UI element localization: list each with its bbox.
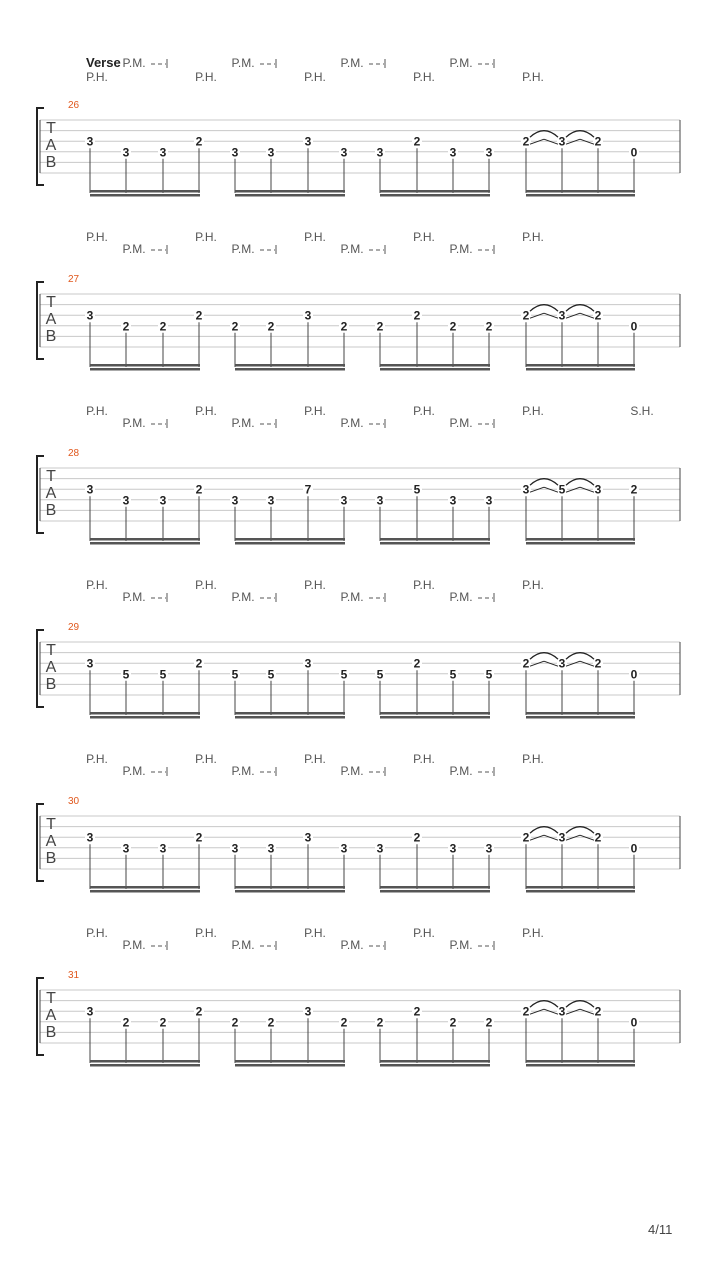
fret-number: 0 (630, 841, 638, 856)
fret-number: 3 (558, 308, 566, 323)
fret-number: 3 (522, 482, 530, 497)
technique-label: P.H. (86, 578, 108, 592)
slur-arc (530, 479, 558, 486)
technique-label: P.H. (522, 230, 544, 244)
fret-number: 3 (86, 482, 94, 497)
beam-primary (380, 364, 490, 367)
fret-number: 3 (159, 841, 167, 856)
tab-clef-letter: T (46, 642, 56, 659)
technique-label: P.H. (86, 70, 108, 84)
fret-number: 0 (630, 667, 638, 682)
beam-secondary (235, 194, 345, 197)
tab-clef-letter: T (46, 816, 56, 833)
tab-clef-letter: A (45, 137, 57, 154)
fret-number: 3 (304, 656, 312, 671)
fret-number: 2 (522, 830, 530, 845)
fret-number: 3 (485, 145, 493, 160)
beam-primary (235, 886, 345, 889)
technique-label: P.M. (449, 416, 473, 430)
measure-number: 29 (68, 622, 80, 633)
tab-clef-letter: A (45, 1007, 57, 1024)
fret-number: 5 (159, 667, 167, 682)
beam-secondary (526, 368, 635, 371)
technique-label: P.M. (340, 242, 364, 256)
tab-clef-letter: B (45, 502, 57, 519)
technique-label: P.M. (449, 56, 473, 70)
beam-primary (90, 538, 200, 541)
fret-number: 2 (340, 1015, 348, 1030)
beam-secondary (380, 716, 490, 719)
technique-label: P.H. (86, 230, 108, 244)
technique-label: P.M. (122, 242, 146, 256)
tab-clef-letter: A (45, 659, 57, 676)
fret-number: 3 (267, 493, 275, 508)
fret-number: 2 (340, 319, 348, 334)
beam-secondary (380, 1064, 490, 1067)
fret-number: 2 (485, 1015, 493, 1030)
technique-label: P.H. (522, 70, 544, 84)
fret-number: 3 (449, 841, 457, 856)
fret-number: 3 (159, 493, 167, 508)
technique-label: P.M. (122, 764, 146, 778)
technique-label: P.H. (413, 404, 435, 418)
beam-primary (90, 886, 200, 889)
fret-number: 2 (267, 1015, 275, 1030)
measure-number: 27 (68, 274, 80, 285)
fret-number: 3 (231, 841, 239, 856)
technique-label: P.H. (413, 926, 435, 940)
fret-number: 2 (594, 830, 602, 845)
technique-label: P.H. (195, 404, 217, 418)
fret-number: 2 (594, 656, 602, 671)
beam-primary (526, 364, 635, 367)
fret-number: 3 (122, 841, 130, 856)
fret-number: 3 (558, 830, 566, 845)
technique-label: P.M. (122, 56, 146, 70)
fret-number: 2 (195, 134, 203, 149)
fret-number: 2 (267, 319, 275, 334)
measure-number: 31 (68, 970, 80, 981)
technique-label: P.M. (122, 416, 146, 430)
technique-label: P.M. (340, 764, 364, 778)
fret-number: 2 (413, 1004, 421, 1019)
technique-label: P.H. (86, 404, 108, 418)
fret-number: 2 (195, 656, 203, 671)
beam-primary (526, 712, 635, 715)
tab-clef-letter: B (45, 328, 57, 345)
beam-secondary (90, 542, 200, 545)
technique-label: P.M. (122, 590, 146, 604)
fret-number: 3 (86, 134, 94, 149)
technique-label: P.H. (522, 404, 544, 418)
tab-clef-letter: T (46, 120, 56, 137)
technique-label: P.H. (304, 70, 326, 84)
fret-number: 3 (558, 1004, 566, 1019)
beam-secondary (526, 542, 635, 545)
fret-number: 2 (594, 308, 602, 323)
fret-number: 5 (340, 667, 348, 682)
fret-number: 3 (231, 493, 239, 508)
beam-secondary (380, 194, 490, 197)
technique-label: P.M. (231, 938, 255, 952)
fret-number: 3 (340, 841, 348, 856)
technique-label: P.H. (522, 578, 544, 592)
tab-clef-letter: T (46, 294, 56, 311)
beam-secondary (90, 1064, 200, 1067)
technique-label: S.H. (630, 404, 654, 418)
measure-number: 26 (68, 100, 80, 111)
beam-secondary (526, 194, 635, 197)
tab-clef-letter: A (45, 311, 57, 328)
fret-number: 2 (231, 1015, 239, 1030)
fret-number: 3 (86, 1004, 94, 1019)
beam-primary (380, 886, 490, 889)
tab-clef-letter: T (46, 990, 56, 1007)
technique-label: P.M. (449, 242, 473, 256)
technique-label: P.H. (86, 752, 108, 766)
beam-secondary (380, 542, 490, 545)
beam-secondary (235, 368, 345, 371)
technique-label: P.H. (413, 230, 435, 244)
fret-number: 5 (231, 667, 239, 682)
technique-label: P.H. (522, 752, 544, 766)
fret-number: 2 (630, 482, 638, 497)
beam-secondary (380, 890, 490, 893)
fret-number: 3 (304, 1004, 312, 1019)
fret-number: 2 (522, 1004, 530, 1019)
beam-secondary (526, 1064, 635, 1067)
beam-primary (380, 1060, 490, 1063)
fret-number: 3 (340, 145, 348, 160)
fret-number: 3 (86, 830, 94, 845)
technique-label: P.H. (413, 578, 435, 592)
beam-secondary (235, 890, 345, 893)
fret-number: 2 (449, 319, 457, 334)
beam-primary (526, 886, 635, 889)
beam-primary (526, 538, 635, 541)
technique-label: P.M. (231, 416, 255, 430)
fret-number: 3 (594, 482, 602, 497)
technique-label: P.M. (340, 590, 364, 604)
technique-label: P.H. (195, 752, 217, 766)
beam-secondary (90, 890, 200, 893)
fret-number: 2 (122, 1015, 130, 1030)
fret-number: 2 (522, 134, 530, 149)
fret-number: 2 (376, 1015, 384, 1030)
technique-label: P.H. (413, 70, 435, 84)
beam-secondary (235, 716, 345, 719)
technique-label: P.H. (304, 752, 326, 766)
fret-number: 2 (376, 319, 384, 334)
fret-number: 2 (122, 319, 130, 334)
beam-secondary (235, 542, 345, 545)
measure-number: 28 (68, 448, 80, 459)
technique-label: P.H. (195, 230, 217, 244)
beam-secondary (235, 1064, 345, 1067)
fret-number: 5 (558, 482, 566, 497)
technique-label: P.M. (122, 938, 146, 952)
slur-arc (566, 653, 594, 660)
fret-number: 5 (122, 667, 130, 682)
fret-number: 0 (630, 319, 638, 334)
beam-primary (380, 190, 490, 193)
beam-primary (380, 712, 490, 715)
fret-number: 5 (449, 667, 457, 682)
fret-number: 3 (485, 493, 493, 508)
fret-number: 2 (231, 319, 239, 334)
fret-number: 2 (522, 308, 530, 323)
technique-label: P.H. (304, 404, 326, 418)
beam-primary (90, 1060, 200, 1063)
technique-label: P.H. (304, 230, 326, 244)
beam-primary (90, 712, 200, 715)
fret-number: 3 (340, 493, 348, 508)
technique-label: P.M. (231, 242, 255, 256)
slur-arc (530, 305, 558, 312)
technique-label: P.M. (231, 764, 255, 778)
slur-arc (566, 305, 594, 312)
fret-number: 5 (267, 667, 275, 682)
fret-number: 2 (195, 482, 203, 497)
tab-clef-letter: B (45, 850, 57, 867)
beam-primary (235, 712, 345, 715)
fret-number: 3 (304, 134, 312, 149)
fret-number: 2 (413, 134, 421, 149)
fret-number: 2 (449, 1015, 457, 1030)
technique-label: P.M. (231, 590, 255, 604)
fret-number: 2 (159, 319, 167, 334)
fret-number: 3 (376, 493, 384, 508)
technique-label: P.M. (449, 764, 473, 778)
measure-number: 30 (68, 796, 80, 807)
beam-primary (235, 364, 345, 367)
beam-primary (90, 190, 200, 193)
fret-number: 3 (376, 841, 384, 856)
beam-secondary (526, 716, 635, 719)
fret-number: 2 (594, 1004, 602, 1019)
fret-number: 2 (159, 1015, 167, 1030)
beam-primary (235, 538, 345, 541)
fret-number: 3 (304, 830, 312, 845)
fret-number: 7 (304, 482, 312, 497)
fret-number: 2 (195, 830, 203, 845)
technique-label: P.H. (195, 70, 217, 84)
fret-number: 2 (195, 308, 203, 323)
slur-arc (566, 827, 594, 834)
slur-arc (566, 1001, 594, 1008)
slur-arc (530, 827, 558, 834)
slur-arc (530, 131, 558, 138)
tab-clef-letter: B (45, 676, 57, 693)
technique-label: P.H. (522, 926, 544, 940)
fret-number: 5 (485, 667, 493, 682)
tab-clef-letter: A (45, 833, 57, 850)
technique-label: P.H. (195, 926, 217, 940)
slur-arc (566, 479, 594, 486)
technique-label: P.M. (340, 938, 364, 952)
fret-number: 5 (413, 482, 421, 497)
beam-primary (380, 538, 490, 541)
beam-primary (235, 1060, 345, 1063)
fret-number: 3 (86, 656, 94, 671)
fret-number: 2 (195, 1004, 203, 1019)
beam-secondary (526, 890, 635, 893)
slur-arc (566, 131, 594, 138)
fret-number: 2 (594, 134, 602, 149)
fret-number: 3 (304, 308, 312, 323)
fret-number: 2 (413, 830, 421, 845)
technique-label: P.M. (449, 938, 473, 952)
fret-number: 3 (558, 656, 566, 671)
beam-primary (235, 190, 345, 193)
section-label: Verse (86, 55, 121, 70)
slur-arc (530, 653, 558, 660)
slur-arc (530, 1001, 558, 1008)
technique-label: P.H. (86, 926, 108, 940)
fret-number: 3 (86, 308, 94, 323)
technique-label: P.H. (413, 752, 435, 766)
beam-secondary (90, 716, 200, 719)
beam-secondary (380, 368, 490, 371)
fret-number: 3 (449, 145, 457, 160)
beam-secondary (90, 368, 200, 371)
technique-label: P.M. (340, 56, 364, 70)
fret-number: 2 (522, 656, 530, 671)
technique-label: P.H. (304, 926, 326, 940)
fret-number: 5 (376, 667, 384, 682)
fret-number: 3 (159, 145, 167, 160)
beam-primary (526, 1060, 635, 1063)
technique-label: P.M. (340, 416, 364, 430)
fret-number: 2 (413, 308, 421, 323)
fret-number: 3 (122, 493, 130, 508)
fret-number: 0 (630, 145, 638, 160)
fret-number: 3 (231, 145, 239, 160)
technique-label: P.H. (304, 578, 326, 592)
fret-number: 3 (449, 493, 457, 508)
beam-primary (526, 190, 635, 193)
fret-number: 3 (558, 134, 566, 149)
beam-secondary (90, 194, 200, 197)
tab-clef-letter: B (45, 1024, 57, 1041)
technique-label: P.M. (231, 56, 255, 70)
page-indicator: 4/11 (648, 1222, 673, 1237)
technique-label: P.H. (195, 578, 217, 592)
fret-number: 2 (413, 656, 421, 671)
tab-clef-letter: A (45, 485, 57, 502)
fret-number: 3 (485, 841, 493, 856)
fret-number: 3 (267, 145, 275, 160)
tab-clef-letter: B (45, 154, 57, 171)
tab-clef-letter: T (46, 468, 56, 485)
fret-number: 2 (485, 319, 493, 334)
fret-number: 3 (122, 145, 130, 160)
fret-number: 3 (376, 145, 384, 160)
fret-number: 3 (267, 841, 275, 856)
fret-number: 0 (630, 1015, 638, 1030)
beam-primary (90, 364, 200, 367)
technique-label: P.M. (449, 590, 473, 604)
